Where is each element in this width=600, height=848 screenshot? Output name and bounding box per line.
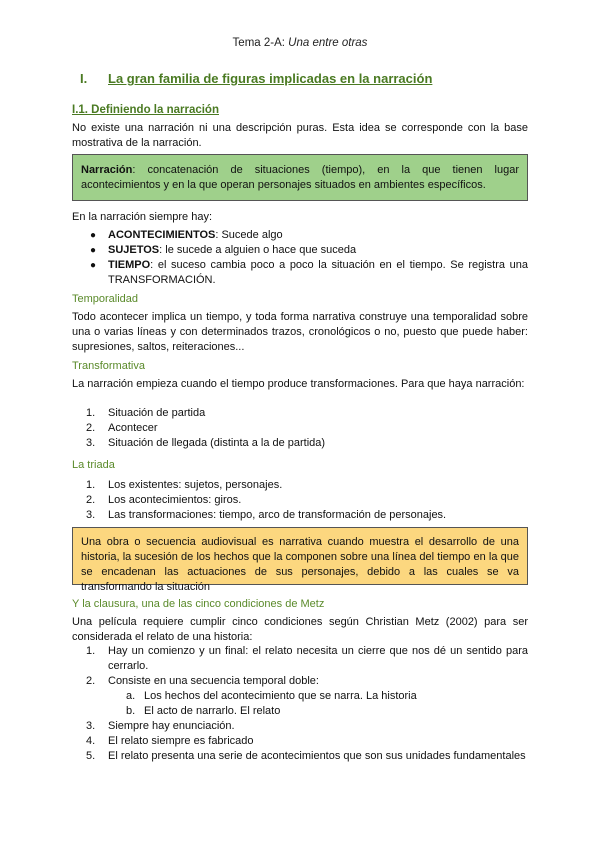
list-item: 1. Los existentes: sujetos, personajes. bbox=[86, 479, 283, 491]
triada-heading: La triada bbox=[72, 459, 115, 471]
sub-list-item: b. El acto de narrarlo. El relato bbox=[126, 705, 281, 717]
list-item: ● TIEMPO: el suceso cambia poco a poco la situación en el tiempo. Se registra una TRANSFORMACIÓN. bbox=[90, 259, 528, 286]
triada-list bbox=[72, 478, 528, 523]
clausura-paragraph: Una película requiere cumplir cinco condiciones según Christian Metz (2002) para ser considerada el relato de una historia: bbox=[72, 616, 528, 643]
header-prefix: Tema 2-A: bbox=[232, 37, 285, 49]
section-title: La gran familia de figuras implicadas en la narración bbox=[108, 71, 433, 86]
list-item: 1. Situación de partida bbox=[86, 407, 206, 419]
list-item: ● ACONTECIMIENTOS: Sucede algo bbox=[90, 229, 283, 241]
list-item: ● SUJETOS: le sucede a alguien o hace que suceda bbox=[90, 244, 357, 256]
definition-box bbox=[72, 154, 528, 201]
section-number: I. bbox=[80, 71, 88, 86]
section-heading bbox=[80, 71, 432, 86]
clausura-list bbox=[72, 644, 528, 764]
list-item: 2. Consiste en una secuencia temporal doble: bbox=[86, 675, 319, 687]
list-item: 5. El relato presenta una serie de acontecimientos que son sus unidades fundamentales bbox=[86, 750, 526, 762]
temporalidad-paragraph: Todo acontecer implica un tiempo, y toda forma narrativa construye una temporalidad sobre una o varias líneas y con determinados trazos, cronológicos o no, puesto que puede haber: supresiones, saltos, reiteraciones... bbox=[72, 311, 528, 353]
definition-text: : concatenación de situaciones (tiempo), en la que tienen lugar acontecimientos y en la que operan personajes situados en ambientes específicos. bbox=[81, 164, 519, 191]
clausura-heading: Y la clausura, una de las cinco condiciones de Metz bbox=[72, 598, 325, 610]
list-item: 2. Acontecer bbox=[86, 422, 158, 434]
bullet-icon: ● bbox=[90, 260, 97, 271]
list-item: 3. Siempre hay enunciación. bbox=[86, 720, 235, 732]
header-title: Una entre otras bbox=[288, 37, 368, 49]
list-item: 3. Situación de llegada (distinta a la de partida) bbox=[86, 437, 326, 449]
temporalidad-heading: Temporalidad bbox=[72, 293, 139, 305]
page-header bbox=[0, 37, 600, 49]
transformativa-list bbox=[72, 406, 528, 451]
list-item: 3. Las transformaciones: tiempo, arco de transformación de personajes. bbox=[86, 509, 447, 521]
bullet-list bbox=[72, 228, 528, 288]
subsection-heading: I.1. Definiendo la narración bbox=[72, 104, 219, 116]
sub-list-item: a. Los hechos del acontecimiento que se narra. La historia bbox=[126, 690, 417, 702]
highlight-box: Una obra o secuencia audiovisual es narrativa cuando muestra el desarrollo de una historia, la sucesión de los hechos que la componen sobre una línea del tiempo en la que se encadenan las actuaciones de sus personajes, debido a las cuales se va transformando la situación bbox=[72, 527, 528, 585]
bullet-icon: ● bbox=[90, 230, 97, 241]
definition-term: Narración bbox=[81, 164, 133, 176]
list-item: 4. El relato siempre es fabricado bbox=[86, 735, 254, 747]
transformativa-paragraph: La narración empieza cuando el tiempo produce transformaciones. Para que haya narración: bbox=[72, 378, 525, 390]
list-item: 1. Hay un comienzo y un final: el relato necesita un cierre que nos dé un sentido para cerrarlo. bbox=[86, 645, 528, 672]
bullet-icon: ● bbox=[90, 245, 97, 256]
list-item: 2. Los acontecimientos: giros. bbox=[86, 494, 242, 506]
always-paragraph: En la narración siempre hay: bbox=[72, 211, 213, 223]
intro-paragraph: No existe una narración ni una descripción puras. Esta idea se corresponde con la base mostrativa de la narración. bbox=[72, 122, 528, 149]
transformativa-heading: Transformativa bbox=[72, 360, 145, 372]
